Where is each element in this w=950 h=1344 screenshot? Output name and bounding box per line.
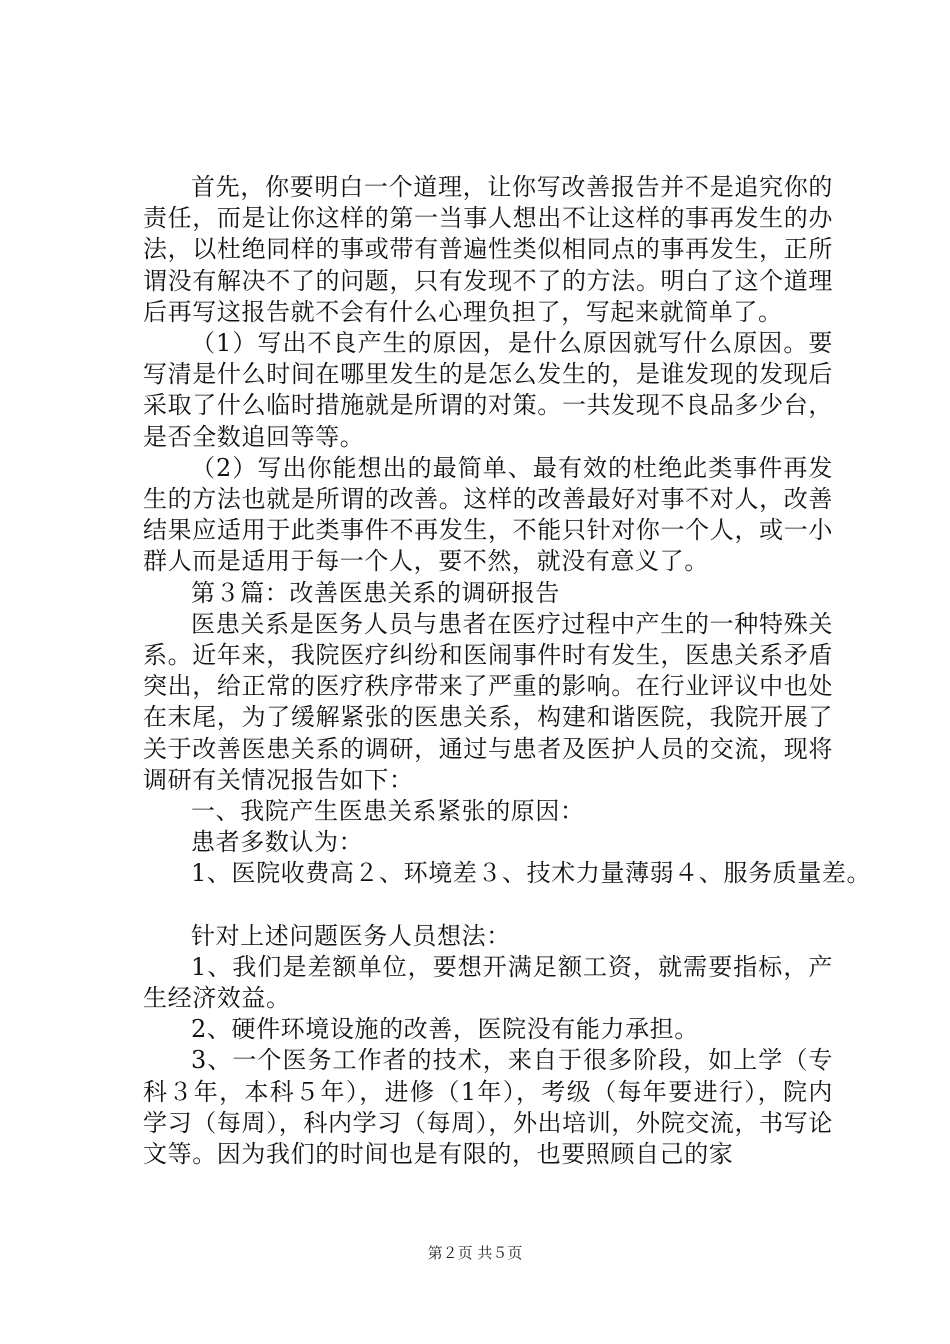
list-item-staff-2: 2、硬件环境设施的改善，医院没有能力承担。 — [191, 1015, 699, 1044]
paragraph-patients-view: 患者多数认为： — [191, 828, 364, 857]
subheading-causes: 一、我院产生医患关系紧张的原因： — [191, 797, 585, 826]
page-number-footer: 第２页 共５页 — [427, 1244, 523, 1262]
paragraph-point-2: （2）写出你能想出的最简单、最有效的杜绝此类事件再发生的方法也就是所谓的改善。这样的改善最好对事不对人，改善结果应适用于此类事件不再发生，不能只针对你一个人，或一小群人而是适用于每一个人，要不然，就没有意义了。 — [143, 453, 833, 576]
list-item-staff-3: 3、一个医务工作者的技术，来自于很多阶段，如上学（专科３年，本科５年），进修（1年），考级（每年要进行），院内学习（每周），科内学习（每周），外出培训，外院交流，书写论文等。因为我们的时间也是有限的，也要照顾自己的家 — [143, 1046, 833, 1169]
paragraph-point-1: （1）写出不良产生的原因，是什么原因就写什么原因。要写清是什么时间在哪里发生的是怎么发生的，是谁发现的发现后采取了什么临时措施就是所谓的对策。一共发现不良品多少台，是否全数追回等等。 — [143, 329, 833, 451]
document-body — [143, 172, 872, 1170]
paragraph-staff-view: 针对上述问题医务人员想法： — [191, 921, 511, 950]
paragraph-report-intro: 医患关系是医务人员与患者在医疗过程中产生的一种特殊关系。近年来，我院医疗纠纷和医闹事件时有发生，医患关系矛盾突出，给正常的医疗秩序带来了严重的影响。在行业评议中也处在末尾，为了缓解紧张的医患关系，构建和谐医院，我院开展了关于改善医患关系的调研，通过与患者及医护人员的交流，现将调研有关情况报告如下： — [143, 609, 833, 794]
section-heading: 第３篇：改善医患关系的调研报告 — [191, 578, 560, 607]
paragraph-intro: 首先，你要明白一个道理，让你写改善报告并不是追究你的责任，而是让你这样的第一当事人想出不让这样的事再发生的办法，以杜绝同样的事或带有普遍性类似相同点的事再发生，正所谓没有解决不了的问题，只有发现不了的方法。明白了这个道理后再写这报告就不会有什么心理负担了，写起来就简单了。 — [143, 173, 833, 326]
list-item-patient-reasons: 1、医院收费高２、环境差３、技术力量薄弱４、服务质量差。 — [191, 859, 872, 888]
list-item-staff-1: 1、我们是差额单位，要想开满足额工资，就需要指标，产生经济效益。 — [143, 952, 833, 1013]
